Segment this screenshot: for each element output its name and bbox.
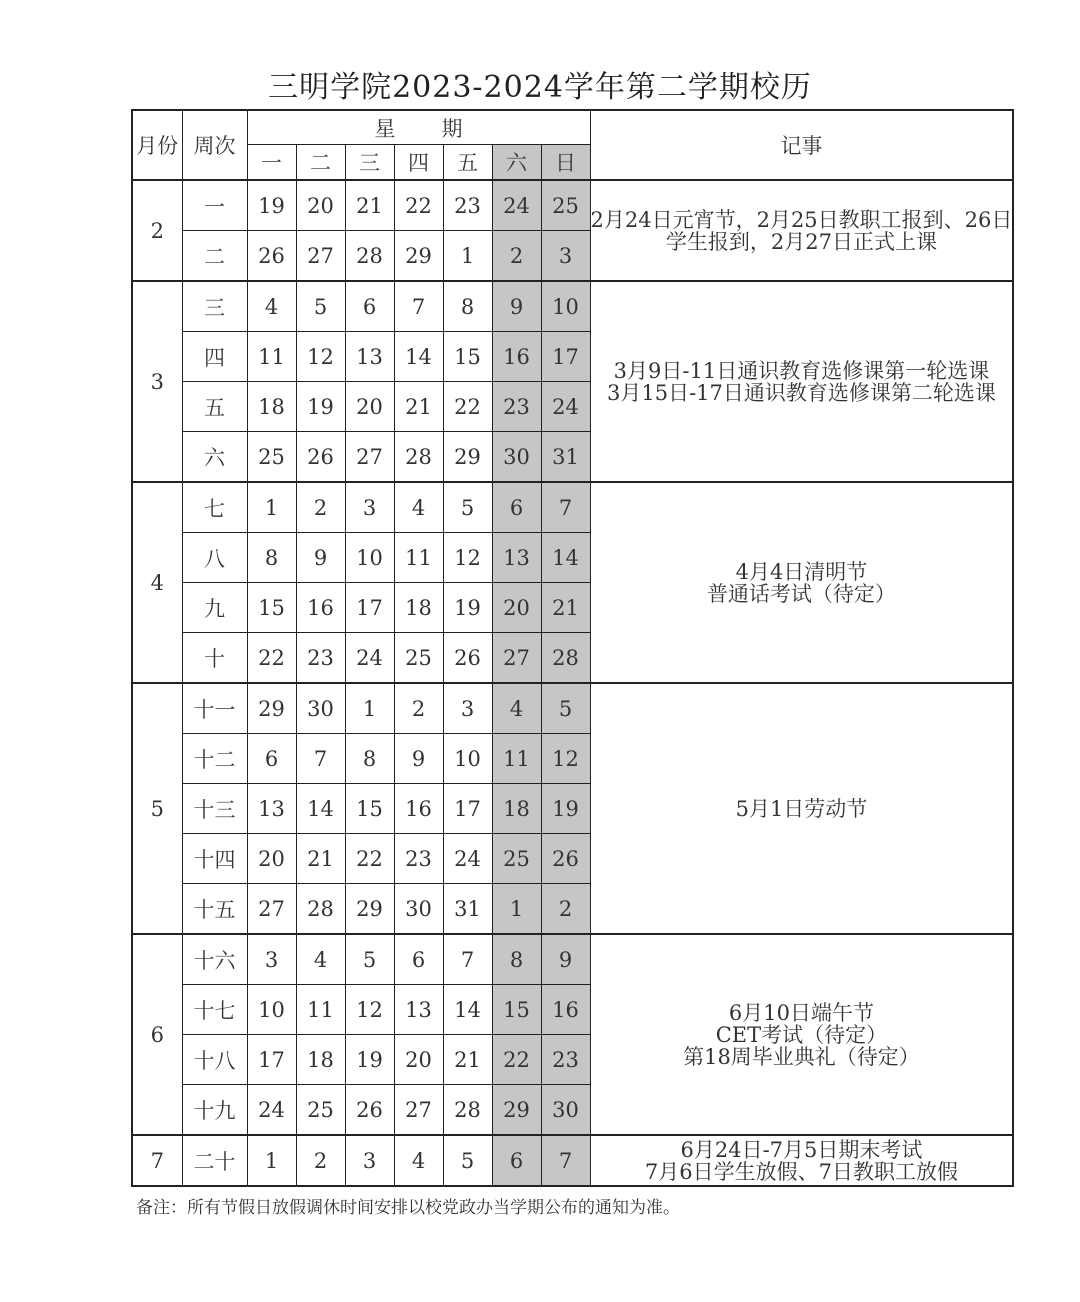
date-cell: 18 [247, 382, 296, 432]
date-cell: 8 [345, 734, 394, 784]
date-cell: 11 [247, 332, 296, 382]
week-row [132, 180, 1013, 231]
date-cell: 21 [345, 180, 394, 231]
month-cell: 7 [132, 1135, 182, 1186]
week-row [132, 934, 1013, 985]
date-cell: 26 [247, 231, 296, 282]
note-line: 学生报到，2月27日正式上课 [665, 229, 937, 254]
weekend-date-cell: 19 [541, 784, 590, 834]
date-cell: 18 [296, 1035, 345, 1085]
date-cell: 15 [443, 332, 492, 382]
week-number-cell: 八 [182, 533, 247, 583]
week-row [132, 683, 1013, 734]
date-cell: 9 [296, 533, 345, 583]
weekend-date-cell: 8 [492, 934, 541, 985]
week-number-cell: 十八 [182, 1035, 247, 1085]
page-title: 三明学院2023-2024学年第二学期校历 [268, 70, 812, 105]
date-cell: 14 [394, 332, 443, 382]
weekend-date-cell: 18 [492, 784, 541, 834]
date-cell: 19 [345, 1035, 394, 1085]
date-cell: 19 [247, 180, 296, 231]
weekend-date-cell: 20 [492, 583, 541, 633]
month-cell: 5 [132, 683, 182, 934]
date-cell: 21 [394, 382, 443, 432]
month-cell: 4 [132, 482, 182, 683]
weekend-date-cell: 5 [541, 683, 590, 734]
date-cell: 23 [296, 633, 345, 684]
date-cell: 28 [296, 884, 345, 935]
date-cell: 15 [345, 784, 394, 834]
date-cell: 1 [247, 1135, 296, 1186]
date-cell: 30 [296, 683, 345, 734]
date-cell: 9 [394, 734, 443, 784]
date-cell: 5 [296, 281, 345, 332]
date-cell: 25 [247, 432, 296, 483]
date-cell: 17 [345, 583, 394, 633]
week-number-cell: 一 [182, 180, 247, 231]
weekend-date-cell: 3 [541, 231, 590, 282]
date-cell: 17 [443, 784, 492, 834]
date-cell: 10 [345, 533, 394, 583]
date-cell: 26 [296, 432, 345, 483]
date-cell: 5 [443, 482, 492, 533]
note-line: 5月1日劳动节 [735, 796, 868, 821]
date-cell: 27 [394, 1085, 443, 1136]
remark-note: 备注：所有节假日放假调休时间安排以校党政办当学期公布的通知为准。 [136, 1198, 680, 1218]
weekend-date-cell: 2 [492, 231, 541, 282]
date-cell: 21 [296, 834, 345, 884]
week-number-cell: 七 [182, 482, 247, 533]
header-day-mon: 一 [247, 145, 296, 181]
date-cell: 12 [443, 533, 492, 583]
weekend-date-cell: 15 [492, 985, 541, 1035]
note-line: 3月15日-17日通识教育选修课第二轮选课 [606, 380, 996, 405]
date-cell: 1 [345, 683, 394, 734]
week-number-cell: 三 [182, 281, 247, 332]
date-cell: 13 [247, 784, 296, 834]
date-cell: 11 [296, 985, 345, 1035]
weekend-date-cell: 7 [541, 482, 590, 533]
weekend-date-cell: 30 [541, 1085, 590, 1136]
weekend-date-cell: 27 [492, 633, 541, 684]
weekend-date-cell: 17 [541, 332, 590, 382]
date-cell: 7 [394, 281, 443, 332]
weekend-date-cell: 25 [492, 834, 541, 884]
date-cell: 18 [394, 583, 443, 633]
date-cell: 4 [296, 934, 345, 985]
calendar-table [131, 109, 1014, 1187]
weekend-date-cell: 16 [492, 332, 541, 382]
header-notes: 记事 [590, 110, 1013, 180]
date-cell: 26 [443, 633, 492, 684]
date-cell: 20 [247, 834, 296, 884]
date-cell: 3 [247, 934, 296, 985]
weekend-date-cell: 9 [492, 281, 541, 332]
header-day-fri: 五 [443, 145, 492, 181]
note-line: 2月24日元宵节，2月25日教职工报到、26日 [590, 207, 1013, 232]
weekend-date-cell: 1 [492, 884, 541, 935]
date-cell: 12 [296, 332, 345, 382]
date-cell: 19 [443, 583, 492, 633]
date-cell: 24 [345, 633, 394, 684]
date-cell: 27 [296, 231, 345, 282]
week-number-cell: 十七 [182, 985, 247, 1035]
date-cell: 20 [345, 382, 394, 432]
date-cell: 16 [296, 583, 345, 633]
header-day-thu: 四 [394, 145, 443, 181]
date-cell: 25 [296, 1085, 345, 1136]
date-cell: 2 [296, 482, 345, 533]
month-cell: 6 [132, 934, 182, 1135]
week-number-cell: 十五 [182, 884, 247, 935]
notes-cell [590, 482, 1013, 683]
header-day-sun: 日 [541, 145, 590, 181]
date-cell: 3 [443, 683, 492, 734]
date-cell: 12 [345, 985, 394, 1035]
date-cell: 10 [443, 734, 492, 784]
week-number-cell: 十九 [182, 1085, 247, 1136]
week-number-cell: 十四 [182, 834, 247, 884]
week-number-cell: 四 [182, 332, 247, 382]
date-cell: 11 [394, 533, 443, 583]
header-day-wed: 三 [345, 145, 394, 181]
notes-cell [590, 683, 1013, 934]
date-cell: 1 [247, 482, 296, 533]
month-cell: 2 [132, 180, 182, 281]
week-number-cell: 二十 [182, 1135, 247, 1186]
date-cell: 17 [247, 1035, 296, 1085]
week-number-cell: 十三 [182, 784, 247, 834]
date-cell: 4 [247, 281, 296, 332]
date-cell: 22 [443, 382, 492, 432]
note-line: 第18周毕业典礼（待定） [683, 1044, 920, 1069]
date-cell: 29 [394, 231, 443, 282]
week-number-cell: 九 [182, 583, 247, 633]
date-cell: 5 [443, 1135, 492, 1186]
weekend-date-cell: 6 [492, 482, 541, 533]
date-cell: 5 [345, 934, 394, 985]
date-cell: 13 [345, 332, 394, 382]
note-line: CET考试（待定） [715, 1022, 888, 1047]
date-cell: 4 [394, 482, 443, 533]
notes-cell [590, 1135, 1013, 1186]
note-line: 普通话考试（待定） [706, 581, 896, 606]
date-cell: 26 [345, 1085, 394, 1136]
weekend-date-cell: 13 [492, 533, 541, 583]
date-cell: 1 [443, 231, 492, 282]
date-cell: 29 [443, 432, 492, 483]
week-number-cell: 十六 [182, 934, 247, 985]
date-cell: 15 [247, 583, 296, 633]
weekend-date-cell: 24 [541, 382, 590, 432]
note-line: 3月9日-11日通识教育选修课第一轮选课 [613, 358, 990, 383]
header-day-sat: 六 [492, 145, 541, 181]
date-cell: 28 [394, 432, 443, 483]
weekend-date-cell: 9 [541, 934, 590, 985]
header-weekday-group: 星期 [247, 110, 590, 145]
week-number-cell: 十 [182, 633, 247, 684]
date-cell: 31 [443, 884, 492, 935]
date-cell: 2 [394, 683, 443, 734]
date-cell: 10 [247, 985, 296, 1035]
date-cell: 20 [296, 180, 345, 231]
date-cell: 24 [443, 834, 492, 884]
week-number-cell: 十一 [182, 683, 247, 734]
month-cell: 3 [132, 281, 182, 482]
date-cell: 3 [345, 482, 394, 533]
date-cell: 22 [247, 633, 296, 684]
date-cell: 25 [394, 633, 443, 684]
weekend-date-cell: 14 [541, 533, 590, 583]
date-cell: 28 [345, 231, 394, 282]
weekend-date-cell: 23 [492, 382, 541, 432]
week-number-cell: 六 [182, 432, 247, 483]
week-row [132, 1135, 1013, 1186]
weekend-date-cell: 31 [541, 432, 590, 483]
date-cell: 6 [394, 934, 443, 985]
date-cell: 2 [296, 1135, 345, 1186]
header-month: 月份 [132, 110, 182, 180]
date-cell: 22 [345, 834, 394, 884]
date-cell: 7 [443, 934, 492, 985]
notes-cell [590, 281, 1013, 482]
weekend-date-cell: 22 [492, 1035, 541, 1085]
note-line: 6月24日-7月5日期末考试 [680, 1137, 923, 1162]
note-line: 7月6日学生放假、7日教职工放假 [644, 1159, 958, 1184]
date-cell: 21 [443, 1035, 492, 1085]
week-row [132, 482, 1013, 533]
week-row [132, 281, 1013, 332]
date-cell: 7 [296, 734, 345, 784]
notes-cell [590, 934, 1013, 1135]
date-cell: 8 [247, 533, 296, 583]
date-cell: 22 [394, 180, 443, 231]
date-cell: 29 [345, 884, 394, 935]
date-cell: 23 [443, 180, 492, 231]
date-cell: 19 [296, 382, 345, 432]
weekend-date-cell: 23 [541, 1035, 590, 1085]
weekend-date-cell: 21 [541, 583, 590, 633]
weekend-date-cell: 7 [541, 1135, 590, 1186]
date-cell: 20 [394, 1035, 443, 1085]
week-number-cell: 十二 [182, 734, 247, 784]
weekend-date-cell: 6 [492, 1135, 541, 1186]
date-cell: 6 [247, 734, 296, 784]
date-cell: 27 [247, 884, 296, 935]
date-cell: 14 [443, 985, 492, 1035]
week-number-cell: 五 [182, 382, 247, 432]
date-cell: 14 [296, 784, 345, 834]
date-cell: 13 [394, 985, 443, 1035]
date-cell: 16 [394, 784, 443, 834]
header-week: 周次 [182, 110, 247, 180]
weekend-date-cell: 2 [541, 884, 590, 935]
date-cell: 3 [345, 1135, 394, 1186]
date-cell: 27 [345, 432, 394, 483]
note-line: 6月10日端午节 [728, 1000, 874, 1025]
date-cell: 8 [443, 281, 492, 332]
date-cell: 6 [345, 281, 394, 332]
weekend-date-cell: 28 [541, 633, 590, 684]
weekend-date-cell: 4 [492, 683, 541, 734]
weekend-date-cell: 16 [541, 985, 590, 1035]
date-cell: 4 [394, 1135, 443, 1186]
header-day-tue: 二 [296, 145, 345, 181]
weekend-date-cell: 26 [541, 834, 590, 884]
weekend-date-cell: 25 [541, 180, 590, 231]
date-cell: 28 [443, 1085, 492, 1136]
weekend-date-cell: 30 [492, 432, 541, 483]
date-cell: 24 [247, 1085, 296, 1136]
weekend-date-cell: 12 [541, 734, 590, 784]
date-cell: 23 [394, 834, 443, 884]
date-cell: 29 [247, 683, 296, 734]
notes-cell [590, 180, 1013, 281]
weekend-date-cell: 29 [492, 1085, 541, 1136]
week-number-cell: 二 [182, 231, 247, 282]
weekend-date-cell: 24 [492, 180, 541, 231]
weekend-date-cell: 11 [492, 734, 541, 784]
weekend-date-cell: 10 [541, 281, 590, 332]
date-cell: 30 [394, 884, 443, 935]
note-line: 4月4日清明节 [735, 559, 868, 584]
